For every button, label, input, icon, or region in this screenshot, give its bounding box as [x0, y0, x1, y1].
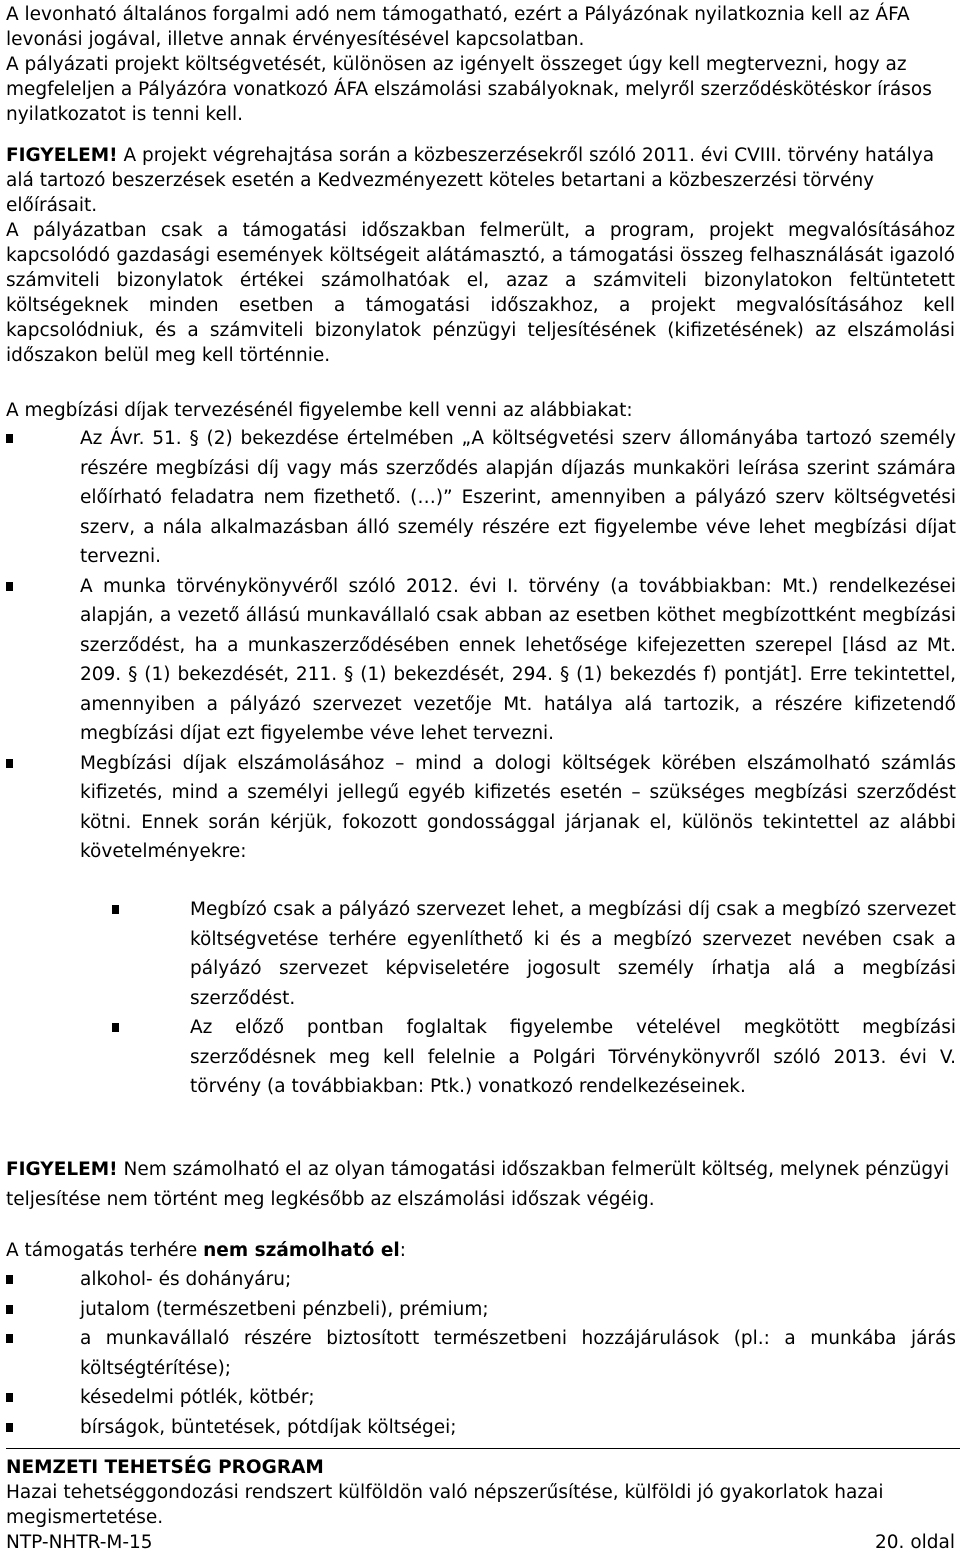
square-bullet-icon	[6, 1305, 13, 1314]
budget-paragraph: A pályázati projekt költségvetését, különösen az igényelt összeget úgy kell megtervezni, hogy az megfeleljen a Pályázóra vonatkozó ÁFA elszámolási szabályoknak, melyről szerződéskötéskor írásos nyilatkozatot is tenni kell.	[6, 54, 932, 125]
footer-description: Hazai tehetséggondozási rendszert külföldön való népszerűsítése, külföldi jó gyakorlatok hazai megismertetése.	[6, 1482, 884, 1528]
non-eligible-intro: A támogatás terhére nem számolható el:	[6, 1240, 406, 1261]
non-eligible-list	[6, 1265, 956, 1442]
fees-intro-paragraph: A megbízási díjak tervezésénél figyelembe kell venni az alábbiakat:	[6, 400, 633, 421]
list-item: alkohol- és dohányáru;	[6, 1265, 956, 1295]
footer-document-code: NTP-NHTR-M-15	[6, 1532, 153, 1553]
square-bullet-icon	[6, 1423, 13, 1432]
square-bullet-icon	[6, 759, 13, 768]
payment-deadline-text: Nem számolható el az olyan támogatási időszakban felmerült költség, melynek pénzügyi teljesítése nem történt meg legkésőbb az elszámolási időszak végéig.	[6, 1159, 950, 1210]
list-item: Az előző pontban foglaltak figyelembe vételével megkötött megbízási szerződésnek meg kell felelnie a Polgári Törvénykönyvről szóló 2013. évi V. törvény (a továbbiakban: Ptk.) vonatkozó rendelkezéseinek.	[112, 1013, 956, 1102]
procurement-text: A projekt végrehajtása során a közbeszerzésekről szóló 2011. évi CVIII. törvény hatálya alá tartozó beszerzések esetén a Kedvezményezett köteles betartani a közbeszerzési törvény előírásait.	[6, 145, 935, 216]
square-bullet-icon	[6, 582, 13, 591]
payment-deadline-notice	[6, 1155, 955, 1214]
fees-list	[6, 424, 956, 867]
requirements-sublist	[112, 895, 956, 1102]
footer-divider	[6, 1448, 960, 1449]
square-bullet-icon	[6, 1393, 13, 1402]
list-item: a munkavállaló részére biztosított természetbeni hozzájárulások (pl.: a munkába járás költségtérítése);	[6, 1324, 956, 1383]
procurement-notice	[6, 143, 955, 218]
non-eligible-emphasis: nem számolható el	[203, 1240, 400, 1261]
eligible-costs-paragraph: A pályázatban csak a támogatási időszakban felmerült, a program, projekt megvalósításához kapcsolódó gazdasági események költségeit alátámasztó, a támogatási összeg felhasználását igazoló számviteli bizonylatok értékei számolhatóak el, azaz a számviteli bizonylatokon feltüntetett költségeknek minden esetben a támogatási időszakhoz, a projekt megvalósításához kell kapcsolódniuk, és a számviteli bizonylatok pénzügyi teljesítésének (kifizetésének) az elszámolási időszakon belül meg kell történnie.	[6, 220, 955, 366]
square-bullet-icon	[112, 905, 119, 914]
footer-program-title: NEMZETI TEHETSÉG PROGRAM	[6, 1457, 324, 1478]
warning-label: FIGYELEM!	[6, 1159, 118, 1180]
page-number: 20. oldal	[875, 1532, 955, 1553]
list-item: Az Ávr. 51. § (2) bekezdése értelmében „A költségvetési szerv állományába tartozó személy részére megbízási díj vagy más szerződés alapján díjazás munkaköri leírása szerint számára előírható feladatra nem fizethető. (…)” Eszerint, amennyiben a pályázó szerv költségvetési szerv, a nála alkalmazásban álló személy részére ezt figyelembe véve lehet megbízási díjat tervezni.	[6, 424, 956, 572]
warning-label: FIGYELEM!	[6, 145, 118, 166]
vat-paragraph: A levonható általános forgalmi adó nem támogatható, ezért a Pályázónak nyilatkoznia kell az ÁFA levonási jogával, illetve annak érvényesítésével kapcsolatban.	[6, 4, 910, 50]
square-bullet-icon	[6, 1334, 13, 1343]
list-item: bírságok, büntetések, pótdíjak költségei;	[6, 1413, 956, 1443]
list-item: Megbízási díjak elszámolásához – mind a dologi költségek körében elszámolható számlás kifizetés, mind a személyi jellegű egyéb kifizetés esetén – szükséges megbízási szerződést kötni. Ennek során kérjük, fokozott gondossággal járjanak el, különös tekintettel az alábbi követelményekre:	[6, 749, 956, 867]
square-bullet-icon	[6, 1275, 13, 1284]
list-item: Megbízó csak a pályázó szervezet lehet, a megbízási díj csak a megbízó szervezet költségvetése terhére egyenlíthető ki és a megbízó szervezet nevében csak a pályázó szervezet képviseletére jogosult személy írhatja alá a megbízási szerződést.	[112, 895, 956, 1013]
list-item: jutalom (természetbeni pénzbeli), prémium;	[6, 1295, 956, 1325]
list-item: A munka törvénykönyvéről szóló 2012. évi I. törvény (a továbbiakban: Mt.) rendelkezései alapján, a vezető állású munkavállaló csak abban az esetben köthet megbízottként megbízási szerződést, ha a munkaszerződésében ennek lehetősége kifejezetten szerepel [lásd az Mt. 209. § (1) bekezdését, 211. § (1) bekezdését, 294. § (1) bekezdés f) pontját]. Erre tekintettel, amennyiben a pályázó szervezet vezetője Mt. hatálya alá tartozik, a részére kifizetendő megbízási díjat ezt figyelembe véve lehet tervezni.	[6, 572, 956, 749]
list-item: késedelmi pótlék, kötbér;	[6, 1383, 956, 1413]
square-bullet-icon	[6, 434, 13, 443]
square-bullet-icon	[112, 1023, 119, 1032]
